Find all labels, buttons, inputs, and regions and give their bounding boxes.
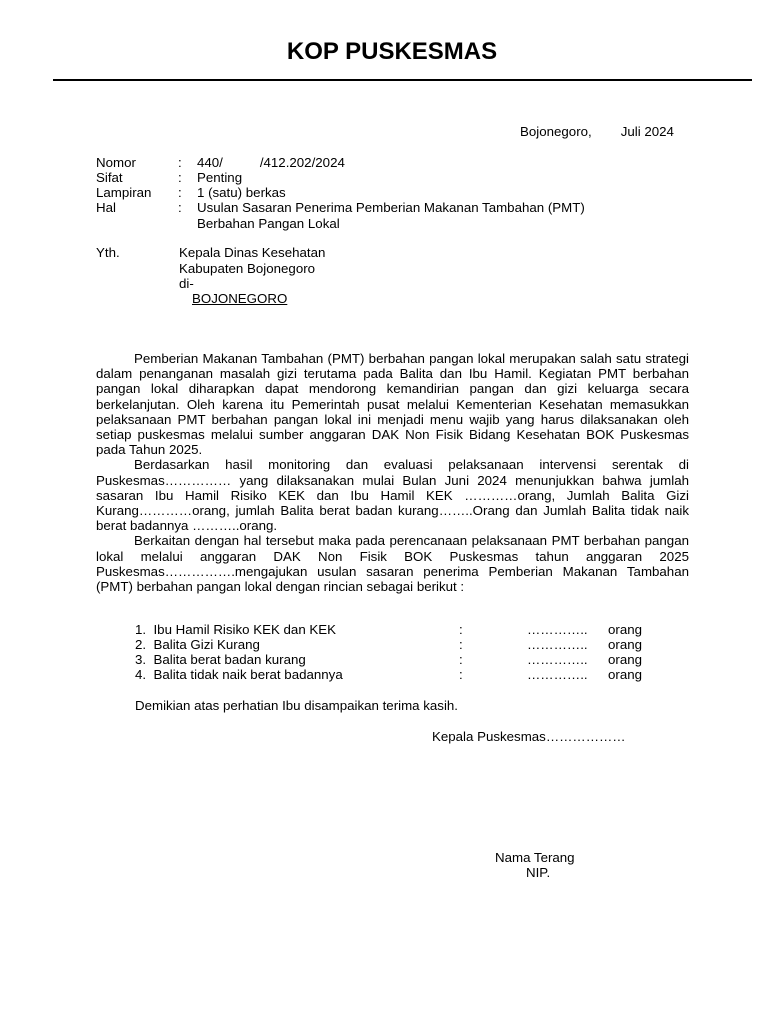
list-colon: : (459, 652, 463, 667)
meta-colon: : (178, 185, 182, 200)
recipient-line-2: Kabupaten Bojonegoro (179, 261, 316, 276)
list-dots: ………….. (527, 637, 588, 652)
list-unit: orang (608, 637, 643, 652)
letter-place: Bojonegoro, (520, 124, 592, 139)
meta-label-sifat: Sifat (96, 170, 123, 185)
recipient-line-3: di- (179, 276, 194, 291)
meta-value-sifat: Penting (197, 170, 243, 185)
meta-label-nomor: Nomor (96, 155, 136, 170)
meta-colon: : (178, 200, 182, 215)
list-dots: ………….. (527, 622, 588, 637)
recipient-line-1: Kepala Dinas Kesehatan (179, 245, 326, 260)
meta-colon: : (178, 155, 182, 170)
list-dots: ………….. (527, 667, 588, 682)
meta-colon: : (178, 170, 182, 185)
closing-text: Demikian atas perhatian Ibu disampaikan terima kasih. (135, 698, 458, 713)
body-paragraph-3: Berkaitan dengan hal tersebut maka pada perencanaan pelaksanaan PMT berbahan pangan lokal melalui anggaran DAK Non Fisik BOK Puskesmas tahun anggaran 2025 Puskesmas…………….mengajukan usulan sasaran penerima Pemberian Makanan Tambahan (PMT) berbahan pangan lokal dengan rincian sebagai berikut : (96, 533, 689, 595)
list-unit: orang (608, 652, 643, 667)
list-colon: : (459, 637, 463, 652)
letter-date: Juli 2024 (620, 124, 674, 139)
meta-value-hal-continuation: Berbahan Pangan Lokal (197, 216, 340, 231)
meta-value-hal: Usulan Sasaran Penerima Pemberian Makanan Tambahan (PMT) (197, 200, 585, 215)
meta-label-lampiran: Lampiran (96, 185, 152, 200)
meta-label-hal: Hal (96, 200, 116, 215)
recipient-label: Yth. (96, 245, 120, 260)
signature-name: Nama Terang (495, 850, 575, 865)
list-item-1: 1. Ibu Hamil Risiko KEK dan KEK (135, 622, 337, 637)
list-unit: orang (608, 622, 643, 637)
letter-body (96, 351, 689, 594)
list-unit: orang (608, 667, 643, 682)
meta-value-lampiran: 1 (satu) berkas (197, 185, 286, 200)
recipient-city: BOJONEGORO (192, 291, 288, 306)
signature-title: Kepala Puskesmas……………… (432, 729, 626, 744)
kop-title: KOP PUSKESMAS (286, 38, 498, 65)
list-colon: : (459, 622, 463, 637)
meta-value-nomor: 440/ /412.202/2024 (197, 155, 345, 170)
body-paragraph-2: Berdasarkan hasil monitoring dan evaluasi pelaksanaan intervensi serentak di Puskesmas…………… yang dilaksanakan mulai Bulan Juni 2024 menunjukkan bahwa jumlah sasaran Ibu Hamil Risiko KEK dan Ibu Hamil KEK …………orang, Jumlah Balita Gizi Kurang…………orang, jumlah Balita berat badan kurang……..Orang dan Jumlah Balita tidak naik berat badannya ………..orang. (96, 457, 689, 534)
list-item-2: 2. Balita Gizi Kurang (135, 637, 260, 652)
list-item-4: 4. Balita tidak naik berat badannya (135, 667, 343, 682)
list-colon: : (459, 667, 463, 682)
place-date (520, 124, 674, 139)
signature-nip: NIP. (526, 865, 551, 880)
header-divider (53, 79, 752, 81)
list-item-3: 3. Balita berat badan kurang (135, 652, 306, 667)
body-paragraph-1: Pemberian Makanan Tambahan (PMT) berbahan pangan lokal merupakan salah satu strategi dalam penanganan masalah gizi terutama pada Balita dan Ibu Hamil. Kegiatan PMT berbahan pangan lokal diharapkan dapat mendorong kemandirian pangan dan gizi keluarga secara berkelanjutan. Oleh karena itu Pemerintah pusat melalui Kementerian Kesehatan memasukkan pelaksanaan PMT berbahan pangan lokal ini menjadi menu wajib yang harus dilaksanakan oleh setiap puskesmas melalui sumber anggaran DAK Non Fisik Bidang Kesehatan BOK Puskesmas pada Tahun 2025. (96, 351, 689, 458)
list-dots: ………….. (527, 652, 588, 667)
